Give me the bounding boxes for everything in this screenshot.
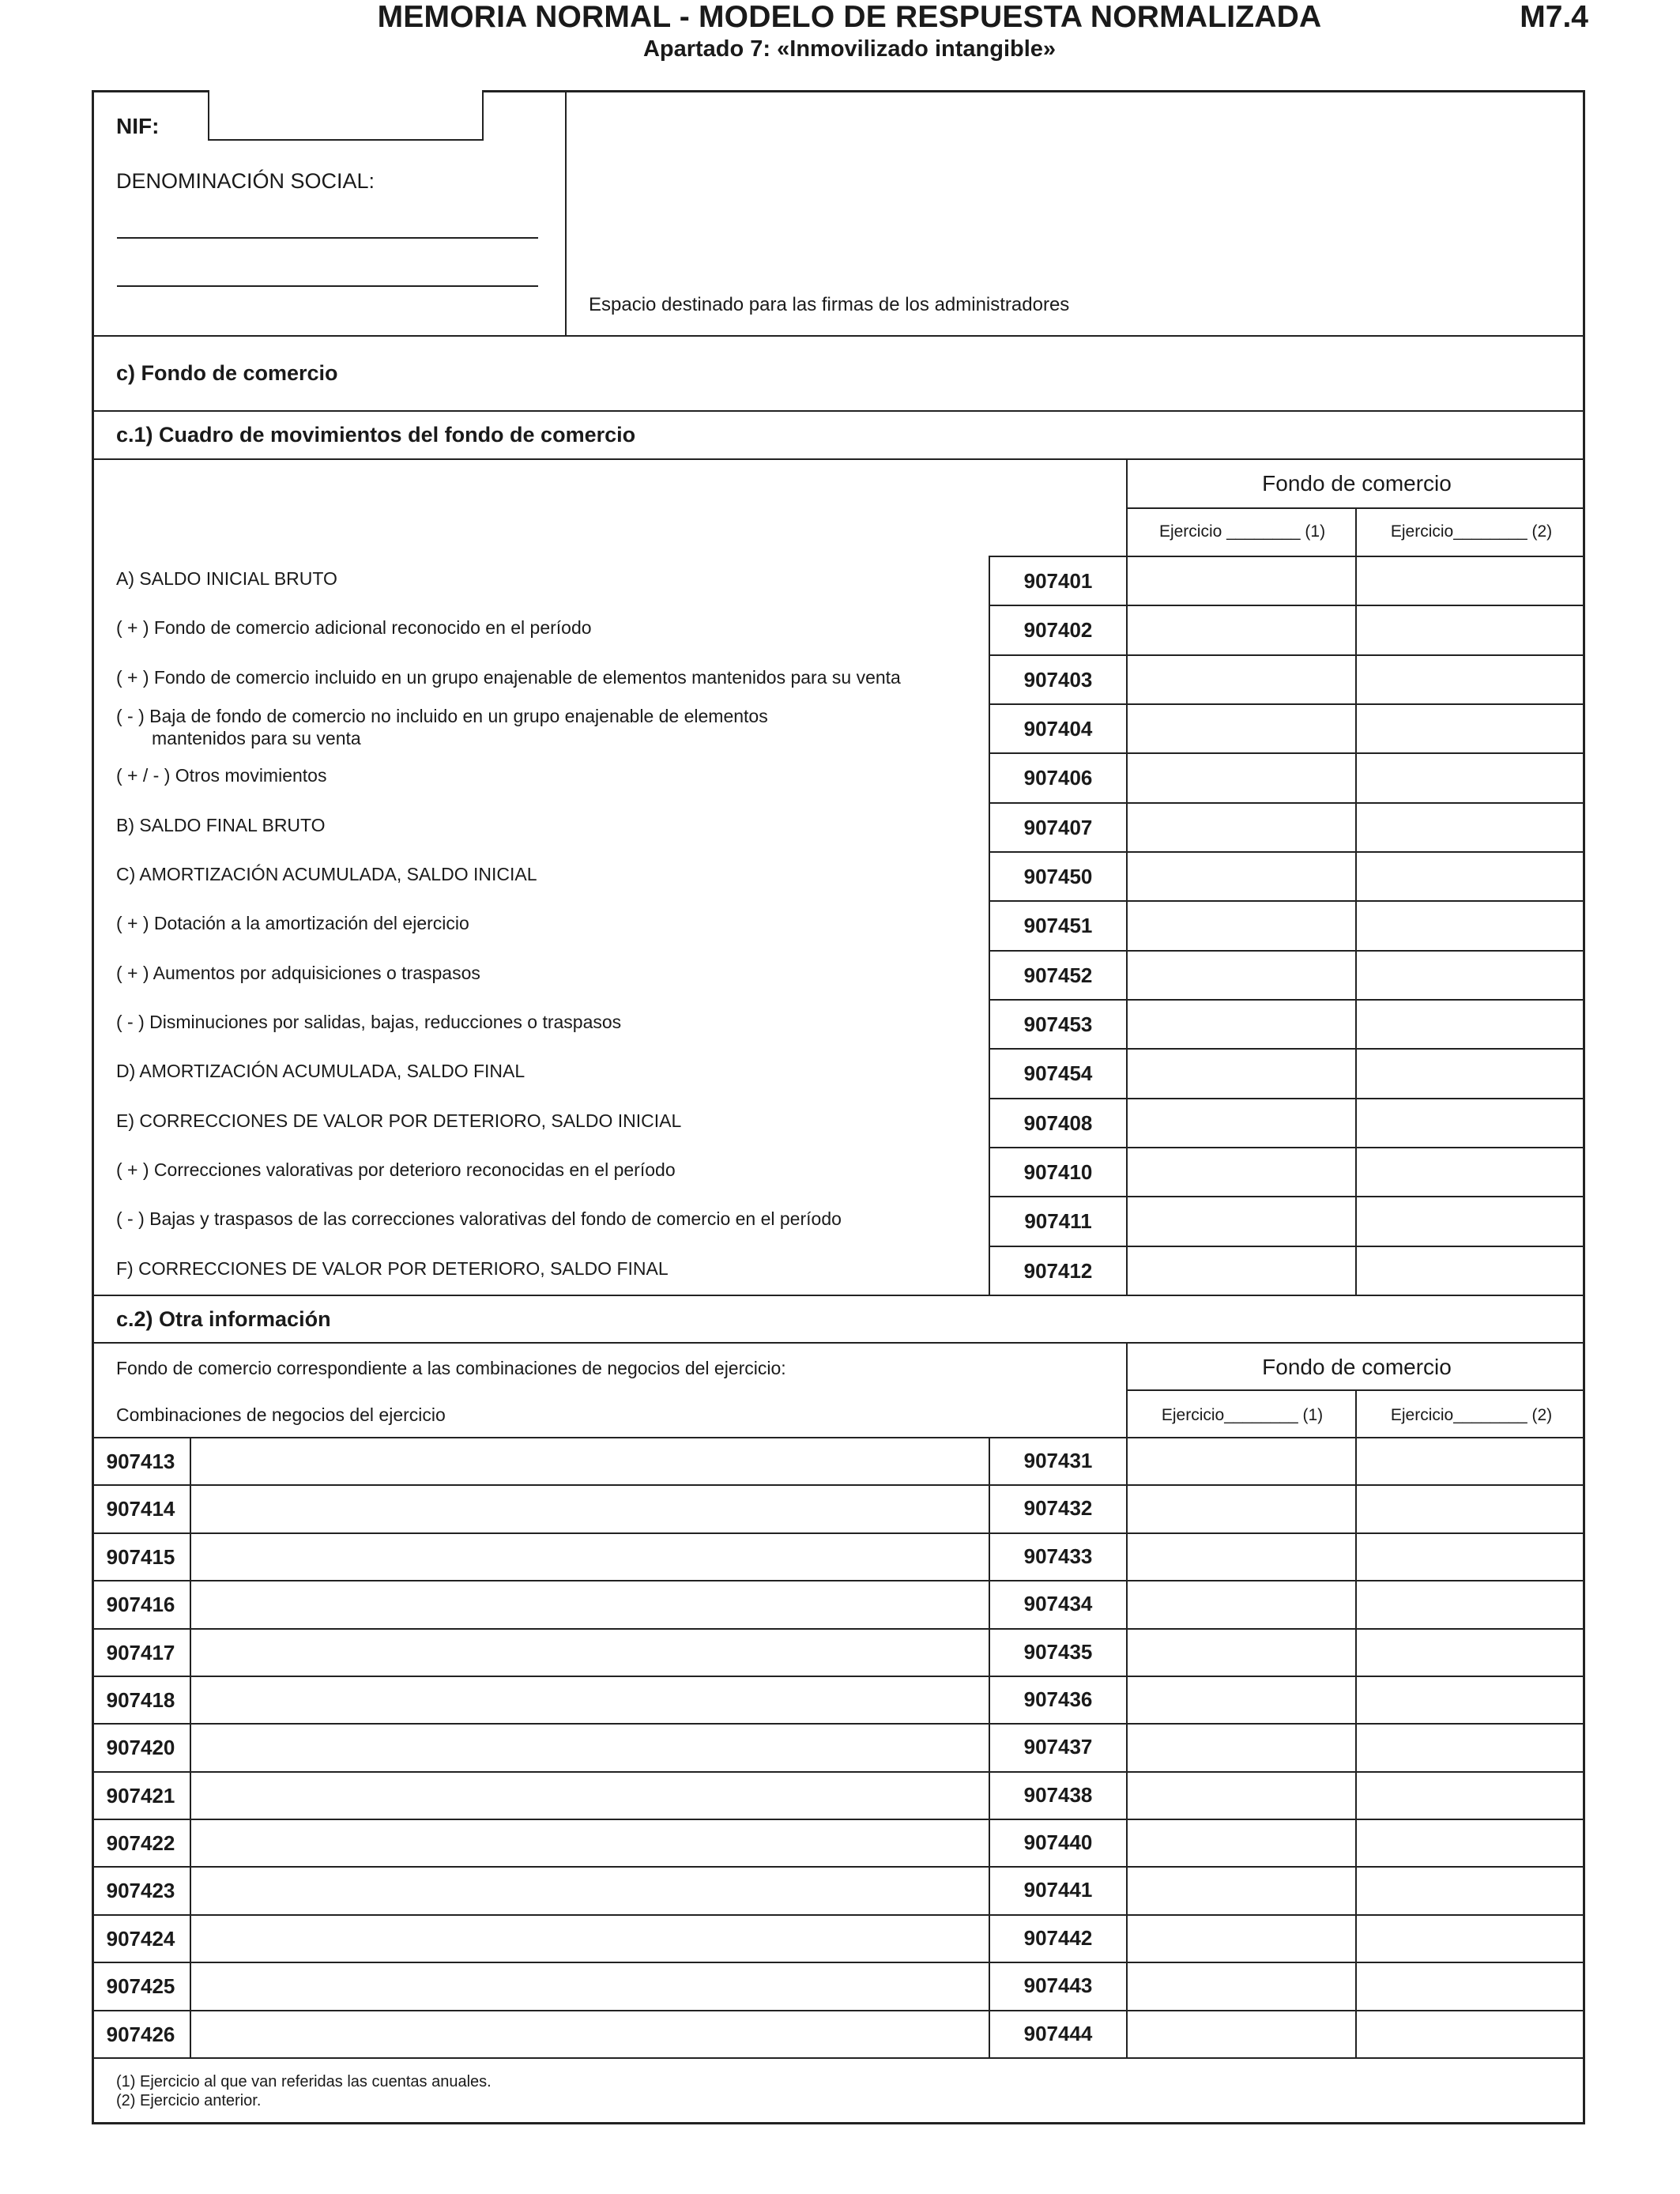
divider xyxy=(92,1295,1585,1296)
c2-row-code-right: 907440 xyxy=(1023,1830,1093,1855)
c2-value-col1[interactable] xyxy=(1128,1868,1354,1912)
c1-value-col1[interactable] xyxy=(1128,606,1354,652)
c2-value-col2[interactable] xyxy=(1358,1820,1583,1864)
c1-row-code: 907404 xyxy=(1023,716,1093,741)
c2-row-code-right: 907436 xyxy=(1023,1687,1093,1711)
note-1: (1) Ejercicio al que van referidas las cuentas anuales. xyxy=(116,2073,492,2090)
c1-value-col2[interactable] xyxy=(1358,705,1583,751)
model-code: M7.4 xyxy=(1520,0,1588,34)
c2-description-input[interactable] xyxy=(193,2011,986,2056)
c1-row-code: 907403 xyxy=(1023,667,1093,692)
c1-value-col1[interactable] xyxy=(1128,902,1354,948)
c1-row-code: 907453 xyxy=(1023,1012,1093,1036)
c1-row-label: E) CORRECCIONES DE VALOR POR DETERIORO, SALDO INICIAL xyxy=(116,1110,682,1131)
c1-value-col1[interactable] xyxy=(1128,656,1354,702)
c2-description-input[interactable] xyxy=(193,1630,986,1674)
c2-value-col2[interactable] xyxy=(1358,1725,1583,1769)
c2-value-col1[interactable] xyxy=(1128,2011,1354,2056)
nif-label: NIF: xyxy=(116,114,160,138)
c1-row-label: ( + ) Fondo de comercio incluido en un grupo enajenable de elementos mantenidos para su venta xyxy=(116,666,901,688)
c1-value-col1[interactable] xyxy=(1128,952,1354,997)
c2-row-code-left: 907414 xyxy=(106,1497,175,1521)
note-2: (2) Ejercicio anterior. xyxy=(116,2092,262,2109)
c1-row-label: ( - ) Baja de fondo de comercio no incluido en un grupo enajenable de elementos xyxy=(116,705,768,726)
c2-value-col2[interactable] xyxy=(1358,1534,1583,1578)
c2-value-col1[interactable] xyxy=(1128,1916,1354,1960)
c1-col2-header: Ejercicio________ (2) xyxy=(1390,522,1553,541)
denominacion-label: DENOMINACIÓN SOCIAL: xyxy=(116,169,375,193)
c2-value-col2[interactable] xyxy=(1358,1486,1583,1530)
c1-value-col2[interactable] xyxy=(1358,1197,1583,1243)
c1-value-col2[interactable] xyxy=(1358,754,1583,800)
c1-value-col2[interactable] xyxy=(1358,853,1583,899)
c2-row-code-left: 907416 xyxy=(106,1593,175,1617)
c2-intro: Fondo de comercio correspondiente a las combinaciones de negocios del ejercicio: xyxy=(116,1358,786,1378)
c1-row-code: 907410 xyxy=(1023,1159,1093,1184)
c1-value-col1[interactable] xyxy=(1128,1148,1354,1194)
c1-value-col1[interactable] xyxy=(1128,1197,1354,1243)
c1-value-col2[interactable] xyxy=(1358,606,1583,652)
c2-value-col1[interactable] xyxy=(1128,1725,1354,1769)
c1-value-col1[interactable] xyxy=(1128,1001,1354,1046)
divider xyxy=(989,556,990,1295)
c2-description-input[interactable] xyxy=(193,1725,986,1769)
c2-description-input[interactable] xyxy=(193,1820,986,1864)
denominacion-line-2[interactable] xyxy=(117,285,538,287)
c1-row-code: 907412 xyxy=(1023,1258,1093,1283)
c2-row-code-right: 907444 xyxy=(1023,2021,1093,2045)
c1-row-label: A) SALDO INICIAL BRUTO xyxy=(116,568,337,589)
c1-value-col1[interactable] xyxy=(1128,754,1354,800)
c2-row-code-right: 907438 xyxy=(1023,1782,1093,1807)
c2-description-input[interactable] xyxy=(193,1677,986,1721)
c2-value-col1[interactable] xyxy=(1128,1677,1354,1721)
c2-row-code-left: 907417 xyxy=(106,1640,175,1664)
form-subtitle: Apartado 7: «Inmovilizado intangible» xyxy=(642,36,1057,62)
divider xyxy=(1126,458,1128,1295)
c1-row-label: ( + ) Fondo de comercio adicional reconocido en el período xyxy=(116,617,592,639)
c1-row-label: ( + ) Dotación a la amortización del ejercicio xyxy=(116,913,469,934)
signature-area[interactable] xyxy=(569,93,1580,283)
c2-row-code-right: 907442 xyxy=(1023,1925,1093,1950)
c1-value-col2[interactable] xyxy=(1358,804,1583,850)
divider xyxy=(92,335,1585,337)
c1-row-code: 907408 xyxy=(1023,1110,1093,1135)
c2-value-col2[interactable] xyxy=(1358,1868,1583,1912)
denominacion-line-1[interactable] xyxy=(117,237,538,239)
c2-value-col1[interactable] xyxy=(1128,1630,1354,1674)
c1-row-label: C) AMORTIZACIÓN ACUMULADA, SALDO INICIAL xyxy=(116,863,537,884)
c1-row-code: 907451 xyxy=(1023,914,1093,938)
form-title: MEMORIA NORMAL - MODELO DE RESPUESTA NORMALIZADA xyxy=(377,0,1322,34)
c2-value-col1[interactable] xyxy=(1128,1581,1354,1626)
c2-value-col2[interactable] xyxy=(1358,2011,1583,2056)
c2-row-code-right: 907434 xyxy=(1023,1592,1093,1616)
c2-description-input[interactable] xyxy=(193,1486,986,1530)
c1-row-code: 907407 xyxy=(1023,815,1093,839)
c2-description-input[interactable] xyxy=(193,1773,986,1817)
c2-description-input[interactable] xyxy=(193,1916,986,1960)
c2-row-code-left: 907420 xyxy=(106,1736,175,1760)
c2-value-col2[interactable] xyxy=(1358,1677,1583,1721)
c1-value-col2[interactable] xyxy=(1358,656,1583,702)
c2-row-code-left: 907418 xyxy=(106,1687,175,1712)
c2-row-code-left: 907426 xyxy=(106,2022,175,2046)
c1-value-col2[interactable] xyxy=(1358,557,1583,603)
c1-row-label: F) CORRECCIONES DE VALOR POR DETERIORO, SALDO FINAL xyxy=(116,1257,669,1279)
c1-value-col2[interactable] xyxy=(1358,1050,1583,1095)
c1-value-col2[interactable] xyxy=(1358,1148,1583,1194)
c1-value-col1[interactable] xyxy=(1128,804,1354,850)
c2-row-code-right: 907443 xyxy=(1023,1973,1093,1998)
c1-row-label: ( - ) Bajas y traspasos de las correcciones valorativas del fondo de comercio en el período xyxy=(116,1208,842,1230)
c2-row-code-right: 907432 xyxy=(1023,1496,1093,1521)
c1-col1-header: Ejercicio ________ (1) xyxy=(1158,522,1326,541)
c2-value-col1[interactable] xyxy=(1128,1534,1354,1578)
c2-value-col2[interactable] xyxy=(1358,1916,1583,1960)
c1-row-label: ( + ) Aumentos por adquisiciones o traspasos xyxy=(116,962,480,983)
c2-value-col2[interactable] xyxy=(1358,1773,1583,1817)
c1-value-col2[interactable] xyxy=(1358,1247,1583,1293)
divider xyxy=(92,2057,1585,2059)
section-c-title: c) Fondo de comercio xyxy=(116,361,338,385)
divider xyxy=(92,1342,1585,1344)
c2-row-code-left: 907423 xyxy=(106,1879,175,1903)
c2-row-code-right: 907431 xyxy=(1023,1449,1093,1472)
c2-row-code-left: 907425 xyxy=(106,1974,175,1999)
c2-col2-header: Ejercicio________ (2) xyxy=(1390,1406,1553,1424)
id-divider xyxy=(565,90,567,336)
c2-row-code-right: 907435 xyxy=(1023,1639,1093,1664)
c1-row-code: 907454 xyxy=(1023,1061,1093,1086)
c2-column-group: Fondo de comercio xyxy=(1262,1355,1452,1379)
c1-value-col2[interactable] xyxy=(1358,1001,1583,1046)
c2-value-col1[interactable] xyxy=(1128,1820,1354,1864)
c2-value-col2[interactable] xyxy=(1358,1581,1583,1626)
c2-description-input[interactable] xyxy=(193,1868,986,1912)
c2-value-col1[interactable] xyxy=(1128,1963,1354,2007)
c1-row-code: 907406 xyxy=(1023,766,1093,790)
c1-value-col1[interactable] xyxy=(1128,1247,1354,1293)
c2-value-col2[interactable] xyxy=(1358,1438,1583,1483)
divider xyxy=(1126,1342,1128,2057)
c1-row-label: D) AMORTIZACIÓN ACUMULADA, SALDO FINAL xyxy=(116,1061,525,1082)
c1-row-label: ( + / - ) Otros movimientos xyxy=(116,765,327,786)
c1-value-col1[interactable] xyxy=(1128,1099,1354,1145)
nif-input[interactable] xyxy=(208,90,484,141)
c1-row-code: 907401 xyxy=(1023,569,1093,593)
c2-col1-header: Ejercicio________ (1) xyxy=(1161,1406,1324,1424)
c2-row-code-right: 907441 xyxy=(1023,1878,1093,1902)
c2-value-col1[interactable] xyxy=(1128,1486,1354,1530)
signature-note: Espacio destinado para las firmas de los administradores xyxy=(589,294,1070,315)
c2-description-input[interactable] xyxy=(193,1963,986,2007)
section-c1-title: c.1) Cuadro de movimientos del fondo de comercio xyxy=(116,423,636,447)
c1-row-code: 907452 xyxy=(1023,963,1093,987)
c2-subheading: Combinaciones de negocios del ejercicio xyxy=(116,1404,446,1425)
section-c2-title: c.2) Otra información xyxy=(116,1307,331,1331)
c1-row-label: B) SALDO FINAL BRUTO xyxy=(116,814,326,835)
c1-value-col1[interactable] xyxy=(1128,853,1354,899)
c1-row-label: ( + ) Correcciones valorativas por deterioro reconocidas en el período xyxy=(116,1159,676,1180)
c1-value-col2[interactable] xyxy=(1358,902,1583,948)
divider xyxy=(190,1437,191,2057)
c2-value-col2[interactable] xyxy=(1358,1963,1583,2007)
c1-row-code: 907411 xyxy=(1024,1209,1092,1234)
c1-value-col2[interactable] xyxy=(1358,1099,1583,1145)
divider xyxy=(92,458,1585,460)
c2-description-input[interactable] xyxy=(193,1438,986,1483)
c1-row-code: 907402 xyxy=(1023,618,1093,643)
divider xyxy=(989,1437,990,2057)
c1-row-label-cont: mantenidos para su venta xyxy=(152,727,361,748)
c1-value-col2[interactable] xyxy=(1358,952,1583,997)
c1-value-col1[interactable] xyxy=(1128,1050,1354,1095)
c2-value-col1[interactable] xyxy=(1128,1773,1354,1817)
c1-value-col1[interactable] xyxy=(1128,705,1354,751)
c2-value-col1[interactable] xyxy=(1128,1438,1354,1483)
c2-row-code-left: 907422 xyxy=(106,1831,175,1856)
c1-row-code: 907450 xyxy=(1023,864,1093,888)
c2-row-code-left: 907415 xyxy=(106,1544,175,1569)
c1-row-label: ( - ) Disminuciones por salidas, bajas, reducciones o traspasos xyxy=(116,1011,622,1032)
c2-description-input[interactable] xyxy=(193,1581,986,1626)
c2-row-code-right: 907437 xyxy=(1023,1735,1093,1759)
c2-value-col2[interactable] xyxy=(1358,1630,1583,1674)
c2-row-code-left: 907424 xyxy=(106,1926,175,1951)
c1-value-col1[interactable] xyxy=(1128,557,1354,603)
c2-description-input[interactable] xyxy=(193,1534,986,1578)
c2-row-code-right: 907433 xyxy=(1023,1544,1093,1568)
divider xyxy=(92,410,1585,412)
c1-column-group: Fondo de comercio xyxy=(1262,471,1452,496)
c2-row-code-left: 907421 xyxy=(106,1783,175,1808)
c2-row-code-left: 907413 xyxy=(106,1449,175,1473)
